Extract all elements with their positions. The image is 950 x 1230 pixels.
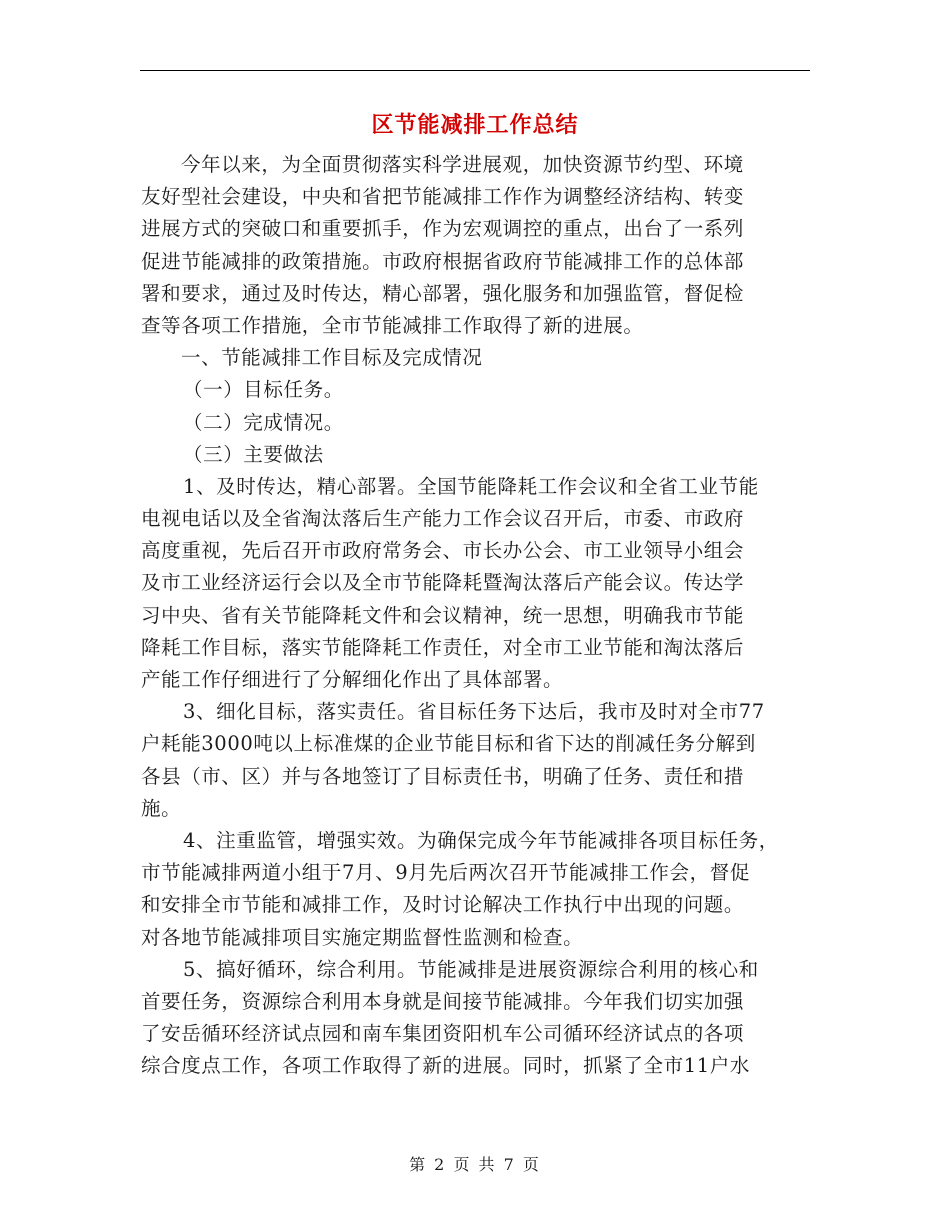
section-heading: 一、节能减排工作目标及完成情况 (181, 346, 483, 370)
body-line: 5、搞好循环，综合利用。节能减排是进展资源综合利用的核心和 (183, 957, 759, 981)
body-line: 户耗能3000吨以上标准煤的企业节能目标和省下达的削减任务分解到 (141, 732, 756, 756)
body-line: 对各地节能减排项目实施定期监督性监测和检查。 (141, 925, 584, 949)
body-line: 电视电话以及全省淘汰落后生产能力工作会议召开后，市委、市政府 (141, 507, 745, 531)
subsection-heading: （一）目标任务。 (183, 378, 344, 402)
body-line: 高度重视，先后召开市政府常务会、市长办公会、市工业领导小组会 (141, 539, 745, 563)
body-line: 署和要求，通过及时传达，精心部署，强化服务和加强监管，督促检 (141, 281, 745, 305)
body-line: 3、细化目标，落实责任。省目标任务下达后，我市及时对全市77 (183, 700, 765, 724)
body-line: 进展方式的突破口和重要抓手，作为宏观调控的重点，出台了一系列 (141, 217, 745, 241)
body-line: 友好型社会建设，中央和省把节能减排工作作为调整经济结构、转变 (141, 185, 745, 209)
body-line: 施。 (141, 796, 182, 820)
subsection-heading: （三）主要做法 (183, 442, 324, 466)
body-line: 了安岳循环经济试点园和南车集团资阳机车公司循环经济试点的各项 (141, 1022, 745, 1046)
body-line: 今年以来，为全面贯彻落实科学进展观，加快资源节约型、环境 (181, 153, 744, 176)
body-line: 降耗工作目标，落实节能降耗工作责任，对全市工业节能和淘汰落后 (141, 635, 745, 659)
body-line: 市节能减排两道小组于7月、9月先后两次召开节能减排工作会，督促 (141, 861, 750, 885)
body-line: 首要任务，资源综合利用本身就是间接节能减排。今年我们切实加强 (141, 989, 745, 1013)
subsection-heading: （二）完成情况。 (183, 410, 344, 434)
body-line: 查等各项工作措施，全市节能减排工作取得了新的进展。 (141, 313, 644, 337)
body-line: 习中央、省有关节能降耗文件和会议精神，统一思想，明确我市节能 (141, 603, 745, 627)
body-line: 产能工作仔细进行了分解细化作出了具体部署。 (141, 668, 564, 691)
body-line: 各县（市、区）并与各地签订了目标责任书，明确了任务、责任和措 (141, 764, 745, 788)
header-rule (140, 70, 810, 71)
body-line: 综合度点工作，各项工作取得了新的进展。同时，抓紧了全市11户水 (141, 1054, 750, 1078)
body-line: 及市工业经济运行会以及全市节能降耗暨淘汰落后产能会议。传达学 (141, 571, 745, 595)
document-title: 区节能减排工作总结 (371, 112, 579, 138)
body-line: 和安排全市节能和减排工作，及时讨论解决工作执行中出现的问题。 (141, 893, 745, 917)
body-line: 1、及时传达，精心部署。全国节能降耗工作会议和全省工业节能 (183, 474, 759, 498)
page-number-footer: 第 2 页 共 7 页 (409, 1155, 541, 1174)
body-line: 4、注重监管，增强实效。为确保完成今年节能减排各项目标任务， (183, 828, 779, 852)
body-line: 促进节能减排的政策措施。市政府根据省政府节能减排工作的总体部 (141, 249, 745, 273)
document-body (141, 149, 811, 1082)
